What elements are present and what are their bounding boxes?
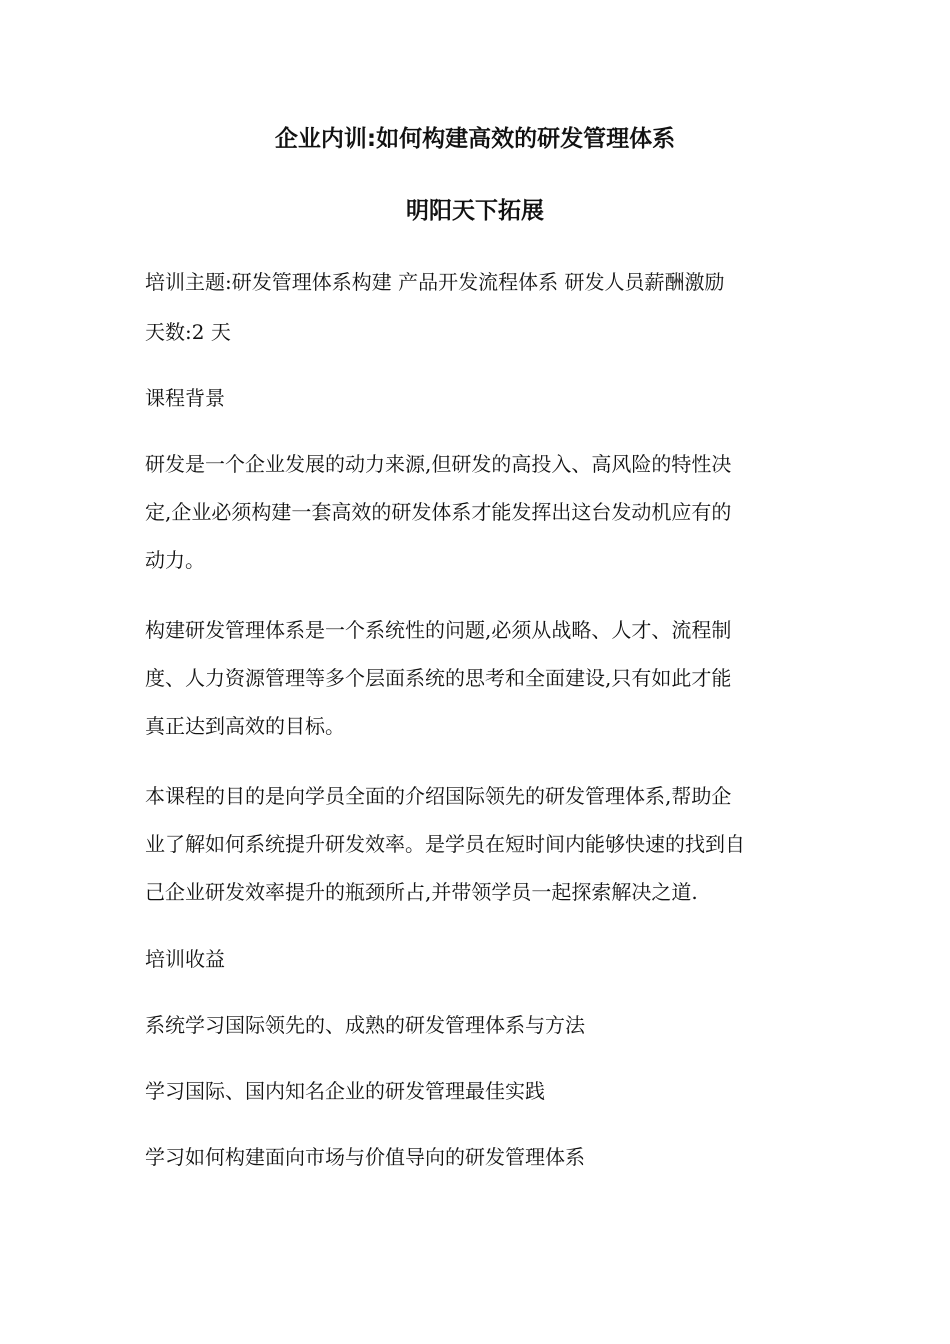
- training-days-label: 天数:: [145, 320, 192, 344]
- paragraph-line: 己企业研发效率提升的瓶颈所占,并带领学员一起探索解决之道.: [145, 880, 698, 904]
- training-days-value: 2 天: [191, 320, 231, 344]
- training-days-line: [145, 316, 810, 349]
- background-paragraph-2: [145, 606, 810, 750]
- benefit-item: 学习国际、国内知名企业的研发管理最佳实践: [145, 1079, 545, 1103]
- benefits-heading: 培训收益: [145, 947, 225, 971]
- background-paragraph-3: [145, 772, 810, 916]
- document-subtitle: 明阳天下拓展: [406, 198, 544, 224]
- benefit-item: 学习如何构建面向市场与价值导向的研发管理体系: [145, 1145, 585, 1169]
- paragraph-line: 定,企业必须构建一套高效的研发体系才能发挥出这台发动机应有的: [145, 500, 732, 524]
- training-topic-value: 研发管理体系构建 产品开发流程体系 研发人员薪酬激励: [231, 270, 725, 294]
- paragraph-line: 业了解如何系统提升研发效率。是学员在短时间内能够快速的找到自: [145, 832, 745, 856]
- benefit-item: 系统学习国际领先的、成熟的研发管理体系与方法: [145, 1013, 585, 1037]
- background-heading: 课程背景: [145, 386, 225, 410]
- training-topic-label: 培训主题:: [145, 270, 232, 294]
- paragraph-line: 度、人力资源管理等多个层面系统的思考和全面建设,只有如此才能: [145, 666, 732, 690]
- training-topic-line: [145, 266, 810, 299]
- paragraph-line: 研发是一个企业发展的动力来源,但研发的高投入、高风险的特性决: [145, 452, 732, 476]
- paragraph-line: 真正达到高效的目标。: [145, 714, 345, 738]
- paragraph-line: 本课程的目的是向学员全面的介绍国际领先的研发管理体系,帮助企: [145, 784, 732, 808]
- paragraph-line: 构建研发管理体系是一个系统性的问题,必须从战略、人才、流程制: [145, 618, 732, 642]
- background-paragraph-1: [145, 440, 810, 584]
- paragraph-line: 动力。: [145, 548, 205, 572]
- document-title: 企业内训:如何构建高效的研发管理体系: [274, 126, 676, 152]
